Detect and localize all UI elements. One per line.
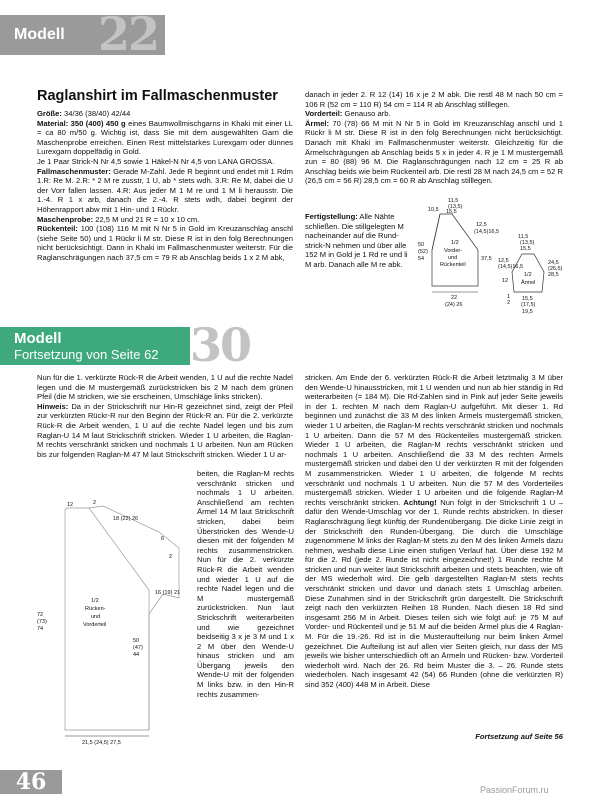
- dim-label: (14,5)16,5: [498, 264, 524, 270]
- model22-left-text: [37, 109, 293, 263]
- dim-label: 54: [418, 256, 425, 262]
- paragraph: Je 1 Paar Strick-N Nr 4,5 sowie 1 Häkel-N Nr 4,5 von LANA GROSSA.: [37, 156, 275, 166]
- piece-label: und: [448, 255, 458, 261]
- piece-label: Rückenteil: [440, 262, 466, 268]
- continuation-note: Fortsetzung auf Seite 56: [475, 732, 563, 741]
- paragraph: Ärmel: 70 (78) 66 M mit N Nr 5 in Gold im Kreuzanschlag anschl und 1 Rückr li M str. Diese R ist in den folg Berechnungen nicht berücksichtigt. Danach mit Khaki im Fallmaschenmuster weiterstr. Gleichzeitig für die Ärmelschrägungen ab Anschlag beids 5 x in jeder 4. R je 1 M mustergemäß zun = 80 (88) 96 M. Die Raglanschrägungen nach 12 cm = 25 R ab Anschlag beids wie beim Rückenteil arb. Die restl 28 M nach 24,5 cm = 52 R (26,5 cm = 56 R) 28,5 cm = 60 R ab Anschlag stilllegen.: [305, 118, 563, 186]
- dim-label: 24,5: [548, 260, 559, 266]
- paragraph: Maschenprobe: 22,5 M und 21 R = 10 x 10 cm.: [37, 214, 200, 224]
- dim-label: 16 (19) 21: [155, 590, 181, 596]
- paragraph: Vorderteil: Genauso arb.: [305, 109, 391, 119]
- piece-label: 1/2: [524, 272, 532, 278]
- paragraph: danach in jeder 2. R 12 (14) 16 x je 2 M abk. Die restl 48 M nach 50 cm = 106 R (52 cm = 110 R) 54 cm = 114 R ab Anschlag stilllegen.: [305, 90, 563, 109]
- piece-label: Ärmel: [521, 280, 536, 286]
- model22-right-text: [305, 90, 563, 186]
- body-schematic-diagram: [418, 198, 500, 310]
- dim-label: 12: [502, 278, 509, 284]
- sleeve-schematic-diagram: [498, 232, 570, 316]
- dim-label: (13,5): [520, 240, 535, 246]
- dim-label: 15,5: [522, 296, 533, 302]
- piece-label: Rücken-: [85, 606, 106, 612]
- dim-label: 10,5: [428, 207, 439, 213]
- dim-label: 37,5: [481, 256, 492, 262]
- piece-label: 1/2: [451, 240, 459, 246]
- dim-label: (73): [37, 619, 47, 625]
- dim-label: 15,5: [446, 209, 457, 215]
- dim-label: 15,5: [520, 246, 531, 252]
- model30-right-text: stricken. Am Ende der 6. verkürzten Rück-R die Arbeit letztmalig 3 M über den Wende-U hinausstricken, mit 1 U wenden und nun ab hier ständig in Rd weiterarbeiten (= 184 M). Die Rd-Zahlen sind in Pink auf jeder Seite jeweils in der 1. rechten M nach dem Raglan-U aufgeführt. Mit dieser 1. Rd beginnen und zunächst die 33 M des linken Ärmels mustergemäß stricken, wieder 1 U arbeiten, die Raglan-M rechts verschränkt stricken und nochmals 1 U arbeiten. Dann die 57 M des Rückenteiles mustergemäß stricken. Wieder 1 U arbeiten, die Raglan-M rechts verschränkt stricken und nochmals 1 U arbeiten. Anschließend die 33 M des rechten Ärmels mustergemäß stricken und dabei den U der verkürzten R mit der folgenden M zusammenstricken. Wieder 1 U arbeiten, die folgende M rechts verschränkt und nochmals 1 U arbeiten. Nun die 57 M des Vorderteiles mustergemäß stricken. Wieder 1 U arbeiten und die folgende Raglan-M rechts verschränkt stricken. Achtung! Nun folgt in der Strickschrift 1 U – dafür den Wende-Umschlag vor der 1. Runde rechts abstricken. In dieser Raglanschrägung liegt künftig der Rundenübergang. Die dicke Linie zeigt in der Strickschrift den Runden-Übergang. Die durch die Umschläge zugenommene M links der Raglan-M stets zu den M des linken Ärmels dazu nehmen, weshalb diese Linie einen stufigen Verlauf hat. Über diese 192 M für die 2. Rd (jede 2. Runde ist nicht eingezeichnet!) 1 Runde rechte M stricken und nun weiter laut Strickschrift arbeiten und stets beachten, wie oft der MS wiederholt wird. Die gelb dargestellten Raglan-M stets rechts verschränkt stricken und davor und danach stets 1 Umschlag arbeiten. Diese Zunahmen sind in der Strickschrift grün dargestellt. Die Strickschrift zeigt nach den verkürzten Reihen 18 Runden. Nach diesen 18 Rd sind insgesamt 256 M in Arbeit. Dieses teilen sich wie folgt auf: je 75 M auf Vorder- und Rückenteil und je 51 M auf die beiden Ärmel plus die 4 Raglan-M. Für die 19.-26. Rd ist in die Musteraufteilung nur beim linken Ärmel gezeichnet. Die Aufteilung ist auf allen vier Seiten gleich, nur dass der MS jeweils wie bisher unterschiedlich oft an Ärmeln und Rücken- bzw. Vorderteil wiederholt wird. Nach der 26. Rd beim Muster die 3. – 26. Runde stets wiederholen. Nach insgesamt 42 (54) 66 Runden (ohne die verkürzten R) sind 352 (400) 448 M in Arbeit. Diese: [305, 373, 563, 689]
- dim-label: 28,5: [548, 272, 559, 278]
- raglan-schematic-diagram: [37, 498, 197, 750]
- dim-label: 19,5: [522, 309, 533, 315]
- dim-label: (13,5): [448, 204, 463, 210]
- model22-finishing: Fertigstellung: Alle Nähte schließen. Die stillgelegten M nacheinander auf die Rund-strick-N nehmen und über alle 152 M in Gold je 1 Rd re und li M arb. Danach alle M re abk.: [305, 212, 408, 269]
- dim-label: 50: [133, 638, 140, 644]
- dim-label: 18 (22) 26: [113, 516, 139, 522]
- paragraph: Nun für die 1. verkürzte Rück-R die Arbeit wenden, 1 U auf die rechte Nadel legen und die M mustergemäß zurückstricken bis 2 M nach dem grünen Pfeil (die M stricken, wie sie erscheinen, Umschläge links stricken).: [37, 373, 293, 402]
- model30-header-bar: [0, 327, 190, 365]
- dim-label: 72: [37, 612, 44, 618]
- dim-label: 11,5: [448, 198, 459, 204]
- piece-label: Vorder-: [444, 248, 463, 254]
- model30-number: 30: [190, 318, 251, 372]
- dim-label: 12: [67, 502, 74, 508]
- dim-label: 1: [507, 294, 511, 300]
- dim-label: (14,5)16,5: [474, 229, 500, 235]
- dim-label: 2: [507, 300, 511, 306]
- dim-label: 11,5: [518, 234, 529, 240]
- piece-label: 1/2: [91, 598, 99, 604]
- paragraph: Hinweis: Da in der Strickschrift nur Hin-R gezeichnet sind, zeigt der Pfeil zur verkürzten Rückr-R nur den Beginn der Rück-R an. Für die 2. verkürzte Rück-R die Arbeit wenden, 1 U auf die rechte Nadel legen und bis zum Raglan-U 14 M laut Strickschrift stricken. Wieder 1 U arbeiten, die Raglan-M rechts verschränkt stricken und nochmals 1 U arbeiten. Nun am Rücken bis zur folgenden Raglan-M 47 M laut Strickschrift stricken. Wieder 1 U ar-: [37, 401, 293, 459]
- dim-label: (24) 26: [445, 302, 463, 308]
- watermark: PassionForum.ru: [480, 785, 549, 795]
- paragraph: Größe: 34/36 (38/40) 42/44: [37, 109, 131, 118]
- page-number-box: [0, 770, 62, 794]
- dim-label: (26,5): [548, 266, 563, 272]
- model30-subtitle: Fortsetzung von Seite 62: [14, 347, 159, 362]
- paragraph: Material: 350 (400) 450 g eines Baumwollmischgarns in Khaki mit einer LL = ca 80 m/50 g. Wichtig ist, dass Sie mit dem ausgewählten Garn die Maschenprobe erreichen. Einen Rest mittelstarkes Lurexgarn oder dünnes Lurexgarn doppelfädig in Gold.: [37, 118, 294, 157]
- piece-label: Vorderteil: [83, 622, 107, 628]
- dim-label: 22: [451, 295, 458, 301]
- dim-label: 12,5: [476, 222, 487, 228]
- page-number: 46: [15, 769, 47, 795]
- dim-label: (47): [133, 645, 143, 651]
- model30-label: Modell: [14, 330, 62, 347]
- dim-label: 74: [37, 626, 44, 632]
- dim-label: (17,5): [521, 302, 536, 308]
- piece-label: und: [91, 614, 101, 620]
- dim-label: 2: [93, 500, 97, 506]
- model30-left-top-text: [37, 373, 293, 459]
- dim-label: 6: [161, 536, 165, 542]
- dim-label: 2: [169, 554, 173, 560]
- model22-number: 22: [98, 7, 159, 61]
- model22-label: Modell: [14, 26, 65, 43]
- dim-label: (52): [418, 249, 428, 255]
- model22-title: Raglanshirt im Fallmaschenmuster: [37, 88, 278, 104]
- dim-label: 44: [133, 652, 140, 658]
- dim-label: 50: [418, 242, 425, 248]
- paragraph: Rückenteil: 100 (108) 116 M mit N Nr 5 in Gold im Kreuzanschlag anschl (siehe Seite 50) und 1 Rückr li M str. Diese R ist in den folg Berechnungen nicht berücksichtigt. Dann in Khaki im Fallmaschenmuster weiterstr. Für die Raglanschrägungen nach 37,5 cm = 79 R ab Anschlag beids 1 x 2 M abk,: [37, 224, 293, 262]
- dim-label: 21,5 (24,5) 27,5: [82, 740, 121, 746]
- model30-narrow-text: beiten, die Raglan-M rechts verschränkt stricken und nochmals 1 U arbeiten. Anschließend am rechten Ärmel 14 M laut Strickschrift stricken, dabei beim Überstricken des Wende-U diesen mit der folgenden M rechts zusammenstricken. Nun für die 2. verkürzte Rück-R die Arbeit wenden und wieder 1 U auf die rechte Nadel legen und die M mustergemäß zurückstricken. Nun laut Strickschrift weiterarbeiten und wie gezeichnet beidseitig 3 x je 3 M und 1 x 2 M über den Wende-U hinaus stricken und am Übergang jeweils den Wende-U mit der folgenden M links bzw. in den Hin-R rechts zusammen-: [197, 469, 294, 699]
- paragraph: Fallmaschenmuster: Gerade M-Zahl. Jede R beginnt und endet mit 1 Rdm 1.R: Re M. 2.R: * 2 M re zusstr, 1 U, ab * stets wdh. 3.R: Re M, dabei die U der Vorr fallen lassen. 4.R: Aus jeder M 1 M re und 1 M li herausstr. Die 1.-4. R 1 x arb, danach die 2.-4. R stets wdh, dabei beginnt der Höhenrapport abw mit 1 Hin- und 1 Rückr.: [37, 166, 293, 214]
- dim-label: 12,5: [498, 258, 509, 264]
